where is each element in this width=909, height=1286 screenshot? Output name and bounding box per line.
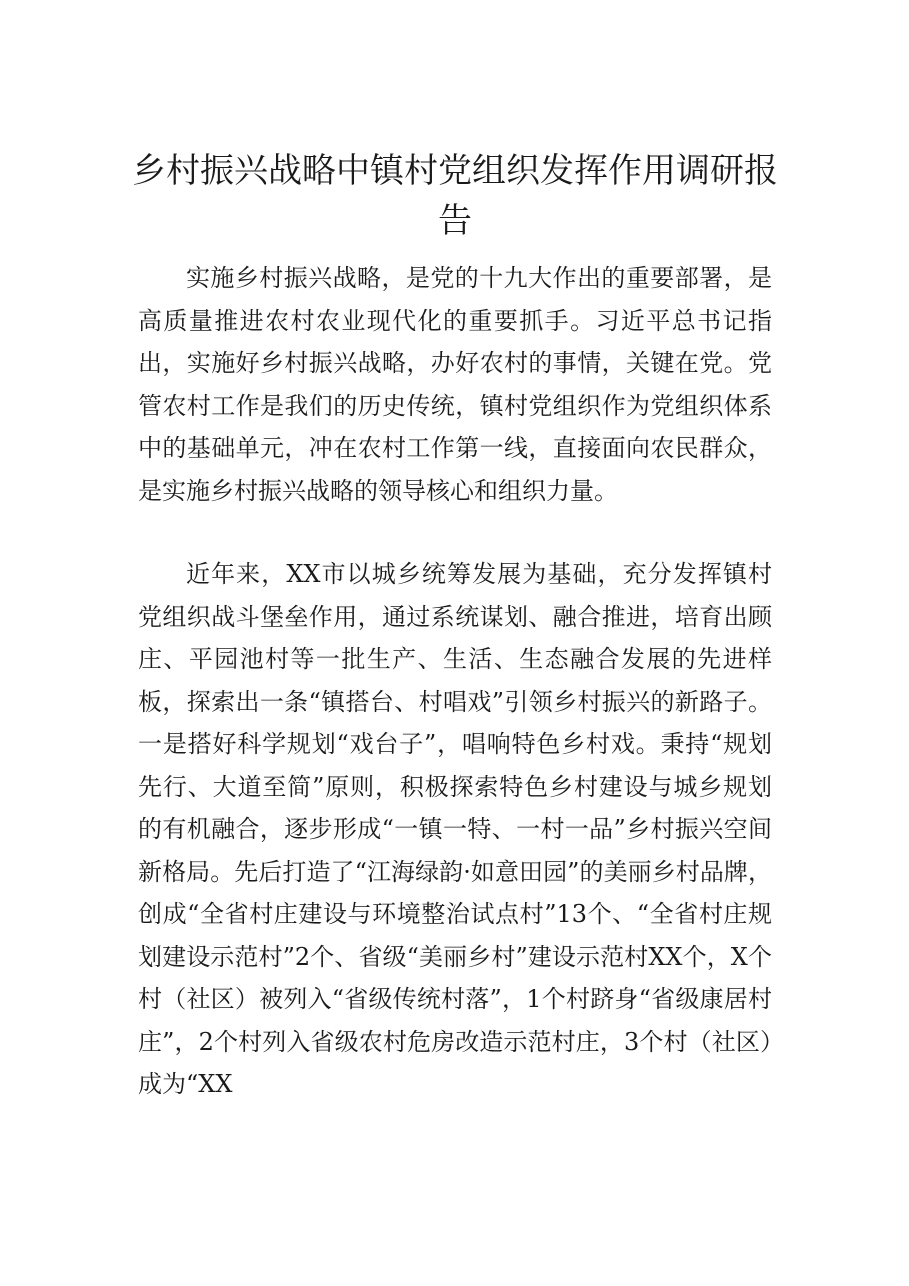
- paragraph-progress: 近年来，XX市以城乡统筹发展为基础，充分发挥镇村党组织战斗堡垒作用，通过系统谋划、融合推进，培育出顾庄、平园池村等一批生产、生活、生态融合发展的先进样板，探索出一条“镇搭台、村唱戏”引领乡村振兴的新路子。一是搭好科学规划“戏台子”，唱响特色乡村戏。秉持“规划先行、大道至简”原则，积极探索特色乡村建设与城乡规划的有机融合，逐步形成“一镇一特、一村一品”乡村振兴空间新格局。先后打造了“江海绿韵·如意田园”的美丽乡村品牌，创成“全省村庄建设与环境整治试点村”13个、“全省村庄规划建设示范村”2个、省级“美丽乡村”建设示范村XX个，X个村（社区）被列入“省级传统村落”，1个村跻身“省级康居村庄”，2个村列入省级农村危房改造示范村庄，3个村（社区）成为“XX: [138, 560, 772, 1098]
- document-title: 乡村振兴战略中镇村党组织发挥作用调研报告: [132, 151, 778, 241]
- paragraph-intro: 实施乡村振兴战略，是党的十九大作出的重要部署，是高质量推进农村农业现代化的重要抓手。习近平总书记指出，实施好乡村振兴战略，办好农村的事情，关键在党。党管农村工作是我们的历史传统，镇村党组织作为党组织体系中的基础单元，冲在农村工作第一线，直接面向农民群众，是实施乡村振兴战略的领导核心和组织力量。: [138, 264, 772, 505]
